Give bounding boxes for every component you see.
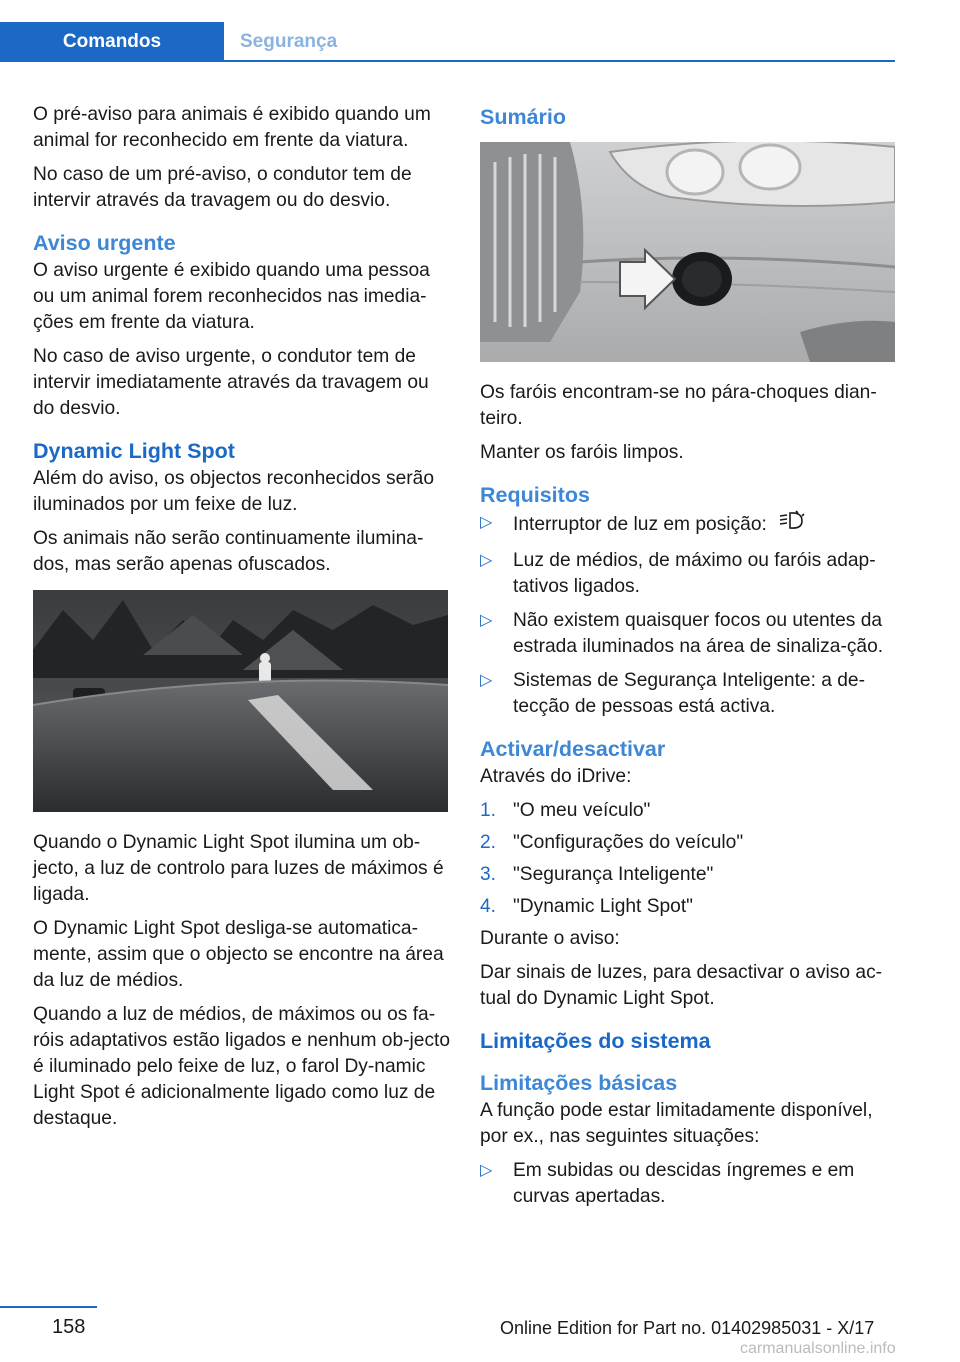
paragraph: Quando a luz de médios, de máximos ou os fa-róis adaptativos estão ligados e nenhum ob-jecto é iluminado pelo feixe de luz, o farol Dy-namic Light Spot é adicionalmente ligado como luz de destaque. [33, 1004, 451, 1129]
paragraph: Os animais não serão continuamente ilumina-dos, mas serão apenas ofuscados. [33, 528, 424, 575]
heading-sumario: Sumário [480, 105, 567, 129]
chapter-tabs [0, 22, 895, 62]
step-text: "O meu veículo" [513, 800, 651, 821]
paragraph: O pré-aviso para animais é exibido quando um animal for reconhecido em frente da viatura. [33, 104, 431, 151]
paragraph: Através do iDrive: [480, 766, 632, 787]
step-item [480, 894, 898, 920]
step-text: "Configurações do veículo" [513, 832, 744, 853]
paragraph: Além do aviso, os objectos reconhecidos serão iluminados por um feixe de luz. [33, 468, 435, 515]
heading-requisitos: Requisitos [480, 483, 590, 507]
heading-dynamic-light-spot: Dynamic Light Spot [33, 439, 235, 463]
paragraph: Os faróis encontram-se no pára-choques dian-teiro. [480, 382, 877, 429]
list-item-text: Luz de médios, de máximo ou faróis adap-tativos ligados. [513, 550, 876, 597]
tab-comandos[interactable]: Comandos [0, 22, 224, 62]
page-number-rule [0, 1306, 97, 1308]
paragraph: Durante o aviso: [480, 928, 620, 949]
step-number: 3. [480, 864, 497, 885]
heading-aviso-urgente: Aviso urgente [33, 231, 176, 255]
step-number: 2. [480, 832, 497, 853]
left-column [33, 102, 451, 1140]
headlight-bumper-illustration [480, 142, 895, 362]
watermark: carmanualsonline.info [740, 1340, 896, 1357]
edition-footer: Online Edition for Part no. 01402985031 - X/17 [500, 1318, 875, 1338]
step-number: 1. [480, 800, 497, 821]
tab-underline [224, 60, 895, 62]
bullet-triangle-icon: ▷ [480, 514, 493, 531]
list-item-text: Interruptor de luz em posição: [513, 514, 767, 536]
heading-limitacoes-sistema: Limitações do sistema [480, 1029, 711, 1053]
paragraph: A função pode estar limitadamente disponível, por ex., nas seguintes situações: [480, 1100, 873, 1147]
paragraph: No caso de um pré-aviso, o condutor tem de intervir através da travagem ou do desvio. [33, 164, 412, 211]
step-item [480, 862, 898, 888]
tab-seguranca[interactable]: Segurança [240, 31, 338, 52]
list-item-text: Sistemas de Segurança Inteligente: a de-tecção de pessoas está activa. [513, 670, 865, 717]
right-column [480, 102, 898, 1218]
step-text: "Segurança Inteligente" [513, 864, 714, 885]
list-item [480, 608, 898, 660]
page-number: 158 [52, 1316, 86, 1338]
steps-list [480, 798, 898, 920]
step-text: "Dynamic Light Spot" [513, 896, 693, 917]
heading-limitacoes-basicas: Limitações básicas [480, 1071, 678, 1095]
heading-activar-desactivar: Activar/desactivar [480, 737, 666, 761]
bullet-triangle-icon: ▷ [480, 1162, 493, 1179]
step-number: 4. [480, 896, 497, 917]
list-item [480, 510, 898, 540]
step-item [480, 798, 898, 824]
list-item-text: Não existem quaisquer focos ou utentes da estrada iluminados na área de sinaliza-ção. [513, 610, 884, 657]
limitations-list [480, 1158, 898, 1210]
requirements-list [480, 510, 898, 720]
paragraph: No caso de aviso urgente, o condutor tem de intervir imediatamente através da travagem ou do desvio. [33, 346, 429, 419]
list-item [480, 668, 898, 720]
paragraph: Dar sinais de luzes, para desactivar o aviso ac-tual do Dynamic Light Spot. [480, 962, 883, 1009]
paragraph: Manter os faróis limpos. [480, 442, 684, 463]
bullet-triangle-icon: ▷ [480, 672, 493, 689]
bullet-triangle-icon: ▷ [480, 612, 493, 629]
step-item [480, 830, 898, 856]
paragraph: Quando o Dynamic Light Spot ilumina um ob-jecto, a luz de controlo para luzes de máximos é ligada. [33, 832, 444, 905]
list-item [480, 548, 898, 600]
night-road-illustration [33, 590, 448, 812]
bullet-triangle-icon: ▷ [480, 552, 493, 569]
paragraph: O Dynamic Light Spot desliga-se automatica-mente, assim que o objecto se encontre na área da luz de médios. [33, 918, 444, 991]
auto-headlight-icon [778, 510, 808, 540]
list-item [480, 1158, 898, 1210]
paragraph: O aviso urgente é exibido quando uma pessoa ou um animal forem reconhecidos nas imedia-ções em frente da viatura. [33, 260, 430, 333]
list-item-text: Em subidas ou descidas íngremes e em curvas apertadas. [513, 1160, 855, 1207]
